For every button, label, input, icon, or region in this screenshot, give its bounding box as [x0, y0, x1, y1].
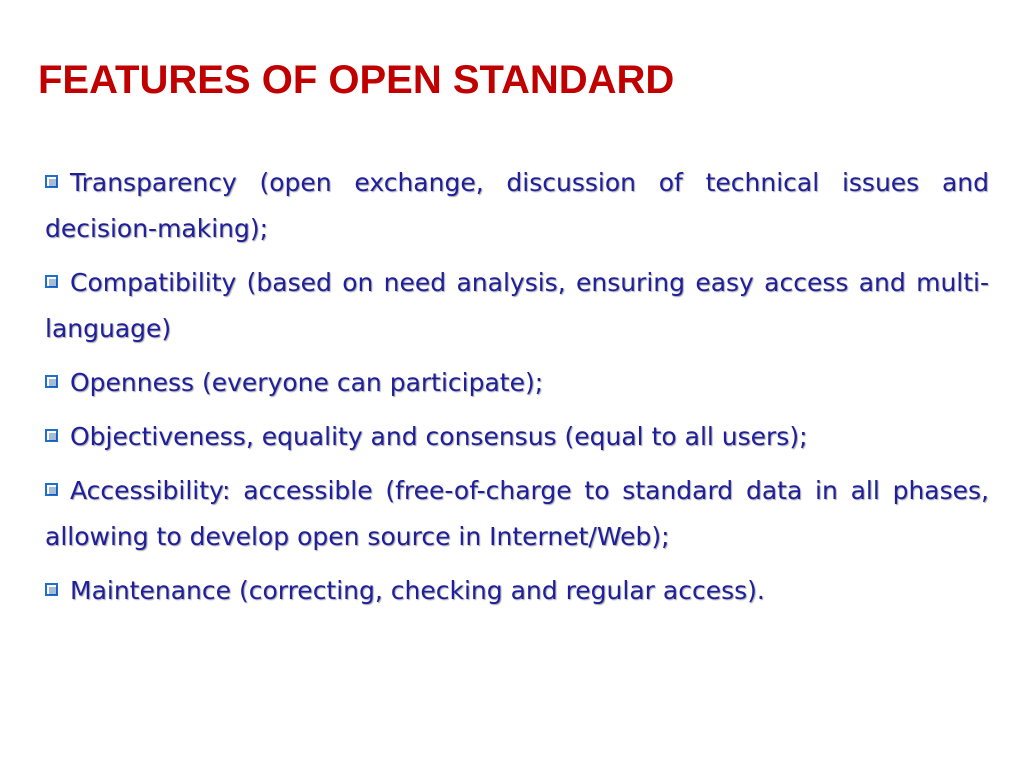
list-item-text: Transparency (open exchange, discussion of technical issues and decision-making);: [45, 168, 989, 243]
square-bullet-icon: [45, 483, 58, 496]
square-bullet-icon: [45, 583, 58, 596]
list-item-text: Openness (everyone can participate);: [70, 368, 544, 397]
square-bullet-icon: [45, 375, 58, 388]
list-item-text: Objectiveness, equality and consensus (equal to all users);: [70, 422, 808, 451]
list-item: [45, 260, 989, 352]
slide-title: FEATURES OF OPEN STANDARD: [38, 58, 675, 102]
list-item-text: Maintenance (correcting, checking and regular access).: [70, 576, 765, 605]
list-item: [45, 160, 989, 252]
list-item-text: Compatibility (based on need analysis, ensuring easy access and multi-language): [45, 268, 989, 343]
square-bullet-icon: [45, 275, 58, 288]
feature-list: [45, 160, 989, 622]
square-bullet-icon: [45, 175, 58, 188]
square-bullet-icon: [45, 429, 58, 442]
list-item: [45, 414, 989, 460]
list-item: [45, 360, 989, 406]
list-item-text: Accessibility: accessible (free-of-charge to standard data in all phases, allowing to develop open source in Internet/Web);: [45, 476, 989, 551]
list-item: [45, 468, 989, 560]
list-item: [45, 568, 989, 614]
